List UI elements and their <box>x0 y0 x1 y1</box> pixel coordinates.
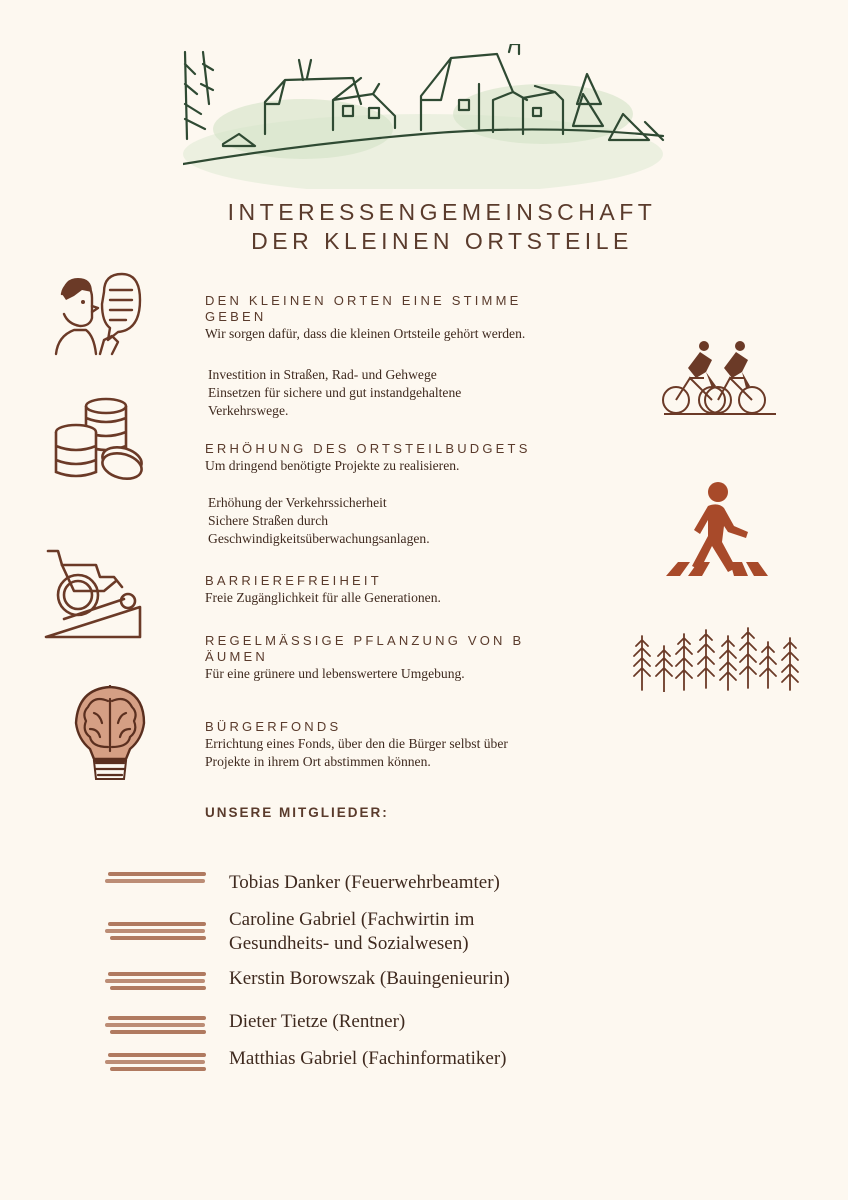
item-voice <box>205 293 565 343</box>
item-voice-text: Wir sorgen dafür, dass die kleinen Ortsteile gehört werden. <box>205 326 526 341</box>
member-bar-decoration <box>108 922 206 943</box>
item-budget-text: Um dringend benötigte Projekte zu realisieren. <box>205 458 460 473</box>
members-title: UNSERE MITGLIEDER: <box>205 805 389 820</box>
item-budget <box>205 441 585 475</box>
item-trees <box>205 633 565 683</box>
item-roads-line-1: Investition in Straßen, Rad- und Gehwege <box>208 367 437 382</box>
item-trees-heading-2: ÄUMEN <box>205 649 268 664</box>
item-safety-line-2: Sichere Straßen durch <box>208 513 329 528</box>
member-4: Dieter Tietze (Rentner) <box>229 1011 406 1032</box>
item-fund-line-1: Errichtung eines Fonds, über den die Bürger selbst über <box>205 736 508 751</box>
coin-stack-icon <box>50 396 146 484</box>
item-roads-line-3: Verkehrswege. <box>208 403 289 418</box>
member-bar-decoration <box>108 1053 206 1074</box>
pedestrian-crossing-icon <box>664 480 770 580</box>
title-line-1: INTERESSENGEMEINSCHAFT <box>227 199 657 225</box>
item-voice-heading-1: DEN KLEINEN ORTEN EINE STIMME <box>205 293 522 308</box>
item-accessibility-heading: BARRIEREFREIHEIT <box>205 573 382 588</box>
member-bar-decoration <box>108 972 206 993</box>
village-illustration <box>183 44 665 189</box>
forest-icon <box>632 626 804 692</box>
speaking-person-icon <box>52 270 144 358</box>
member-1: Tobias Danker (Feuerwehrbeamter) <box>229 872 500 893</box>
item-voice-heading-2: GEBEN <box>205 309 267 324</box>
item-budget-heading: ERHÖHUNG DES ORTSTEILBUDGETS <box>205 441 531 456</box>
page-title <box>0 198 848 256</box>
member-2-line-2: Gesundheits- und Sozialwesen) <box>229 933 469 954</box>
member-bar-decoration <box>108 872 206 886</box>
item-safety <box>208 494 568 548</box>
wheelchair-ramp-icon <box>44 545 142 641</box>
member-5: Matthias Gabriel (Fachinformatiker) <box>229 1048 507 1069</box>
item-fund-heading: BÜRGERFONDS <box>205 719 342 734</box>
item-accessibility <box>205 573 565 607</box>
item-trees-heading-1: REGELMÄSSIGE PFLANZUNG VON B <box>205 633 525 648</box>
member-bar-decoration <box>108 1016 206 1037</box>
member-2 <box>229 908 474 956</box>
lightbulb-brain-icon <box>74 685 146 781</box>
item-trees-text: Für eine grünere und lebenswertere Umgebung. <box>205 666 465 681</box>
item-safety-line-1: Erhöhung der Verkehrssicherheit <box>208 495 387 510</box>
member-3: Kerstin Borowszak (Bauingenieurin) <box>229 968 510 989</box>
item-fund-line-2: Projekte in ihrem Ort abstimmen können. <box>205 754 431 769</box>
item-roads-line-2: Einsetzen für sichere und gut instandgehaltene <box>208 385 462 400</box>
item-safety-line-3: Geschwindigkeitsüberwachungsanlagen. <box>208 531 430 546</box>
item-accessibility-text: Freie Zugänglichkeit für alle Generationen. <box>205 590 441 605</box>
item-fund <box>205 719 585 771</box>
item-roads <box>208 366 568 420</box>
member-2-line-1: Caroline Gabriel (Fachwirtin im <box>229 909 475 930</box>
cyclists-icon <box>660 338 780 418</box>
title-line-2: DER KLEINEN ORTSTEILE <box>251 228 633 254</box>
